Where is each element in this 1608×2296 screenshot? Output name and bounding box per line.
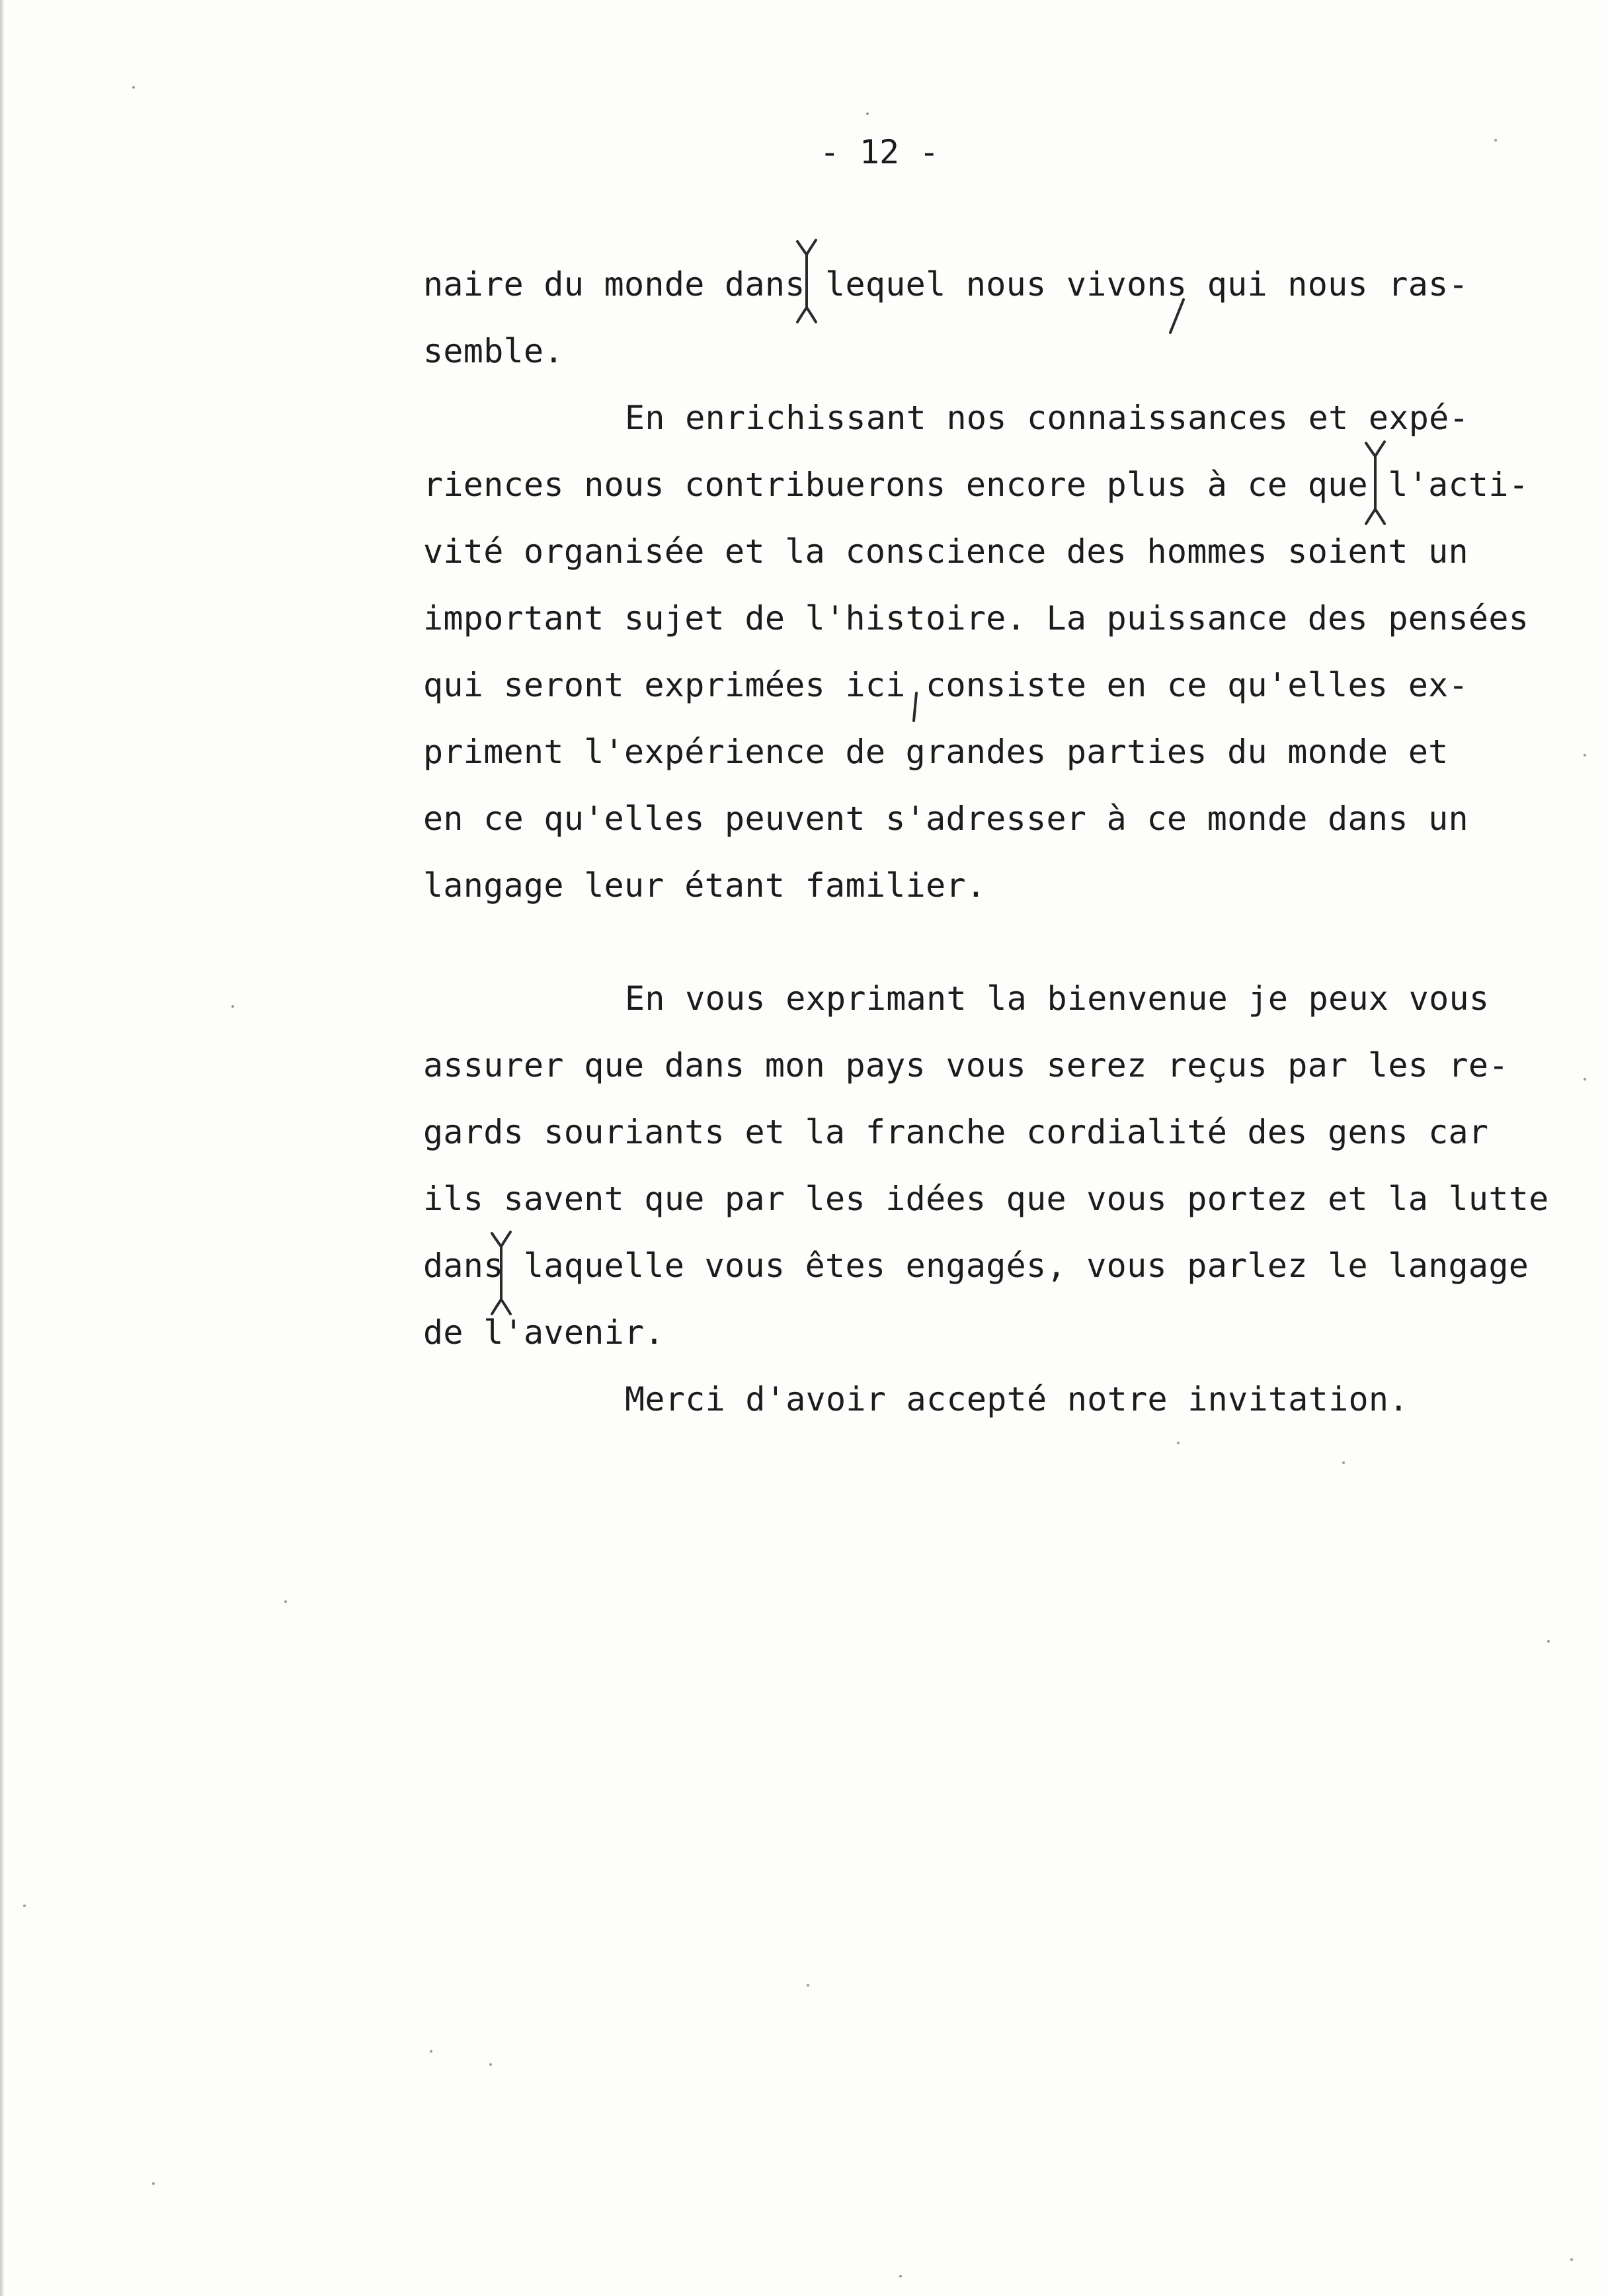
text-line: en ce qu'elles peuvent s'adresser à ce monde dans un [423,800,1468,838]
scan-page-edge [0,0,4,2296]
text-line: dans laquelle vous êtes engagés, vous parlez le langage [423,1247,1529,1285]
text-line: langage leur étant familier. [423,866,986,905]
text-line: vité organisée et la conscience des hommes soient un [423,532,1468,571]
scan-speck [489,2063,492,2066]
scan-speck [866,112,869,115]
scan-speck [1547,1640,1550,1643]
text-line: de l'avenir. [423,1313,664,1352]
text-line: semble. [423,332,564,370]
scan-speck [1584,1078,1586,1081]
scan-speck [807,1984,809,1987]
text-line: ils savent que par les idées que vous portez et la lutte [423,1180,1549,1218]
scan-speck [1342,1461,1345,1464]
text-line: important sujet de l'histoire. La puissance des pensées [423,599,1529,637]
document-body [423,251,1600,1433]
scan-speck [152,2182,155,2185]
scan-speck [1494,139,1497,142]
text-line: priment l'expérience de grandes parties du monde et [423,733,1449,771]
scan-speck [1584,754,1586,757]
page-number: - 12 - [819,133,940,171]
text-line: gards souriants et la franche cordialité des gens car [423,1113,1489,1151]
paragraph-gap [423,919,1600,965]
scan-speck [899,2275,902,2277]
text-line: Merci d'avoir accepté notre invitation. [625,1380,1409,1418]
text-line: En enrichissant nos connaissances et expé- [625,399,1469,437]
text-line: riences nous contribuerons encore plus à ce que l'acti- [423,466,1529,504]
scan-speck [231,1005,234,1008]
scan-speck [1570,2258,1573,2261]
scan-speck [284,1600,287,1603]
scan-speck [23,1905,26,1907]
scan-speck [132,86,135,89]
text-line: assurer que dans mon pays vous serez reçus par les re- [423,1046,1509,1085]
scan-speck [430,2050,432,2053]
text-line: qui seront exprimées ici consiste en ce qu'elles ex- [423,666,1468,704]
scan-speck [1177,1442,1180,1444]
text-line: En vous exprimant la bienvenue je peux vous [625,979,1490,1018]
text-line: naire du monde dans lequel nous vivons qui nous ras- [423,265,1468,304]
